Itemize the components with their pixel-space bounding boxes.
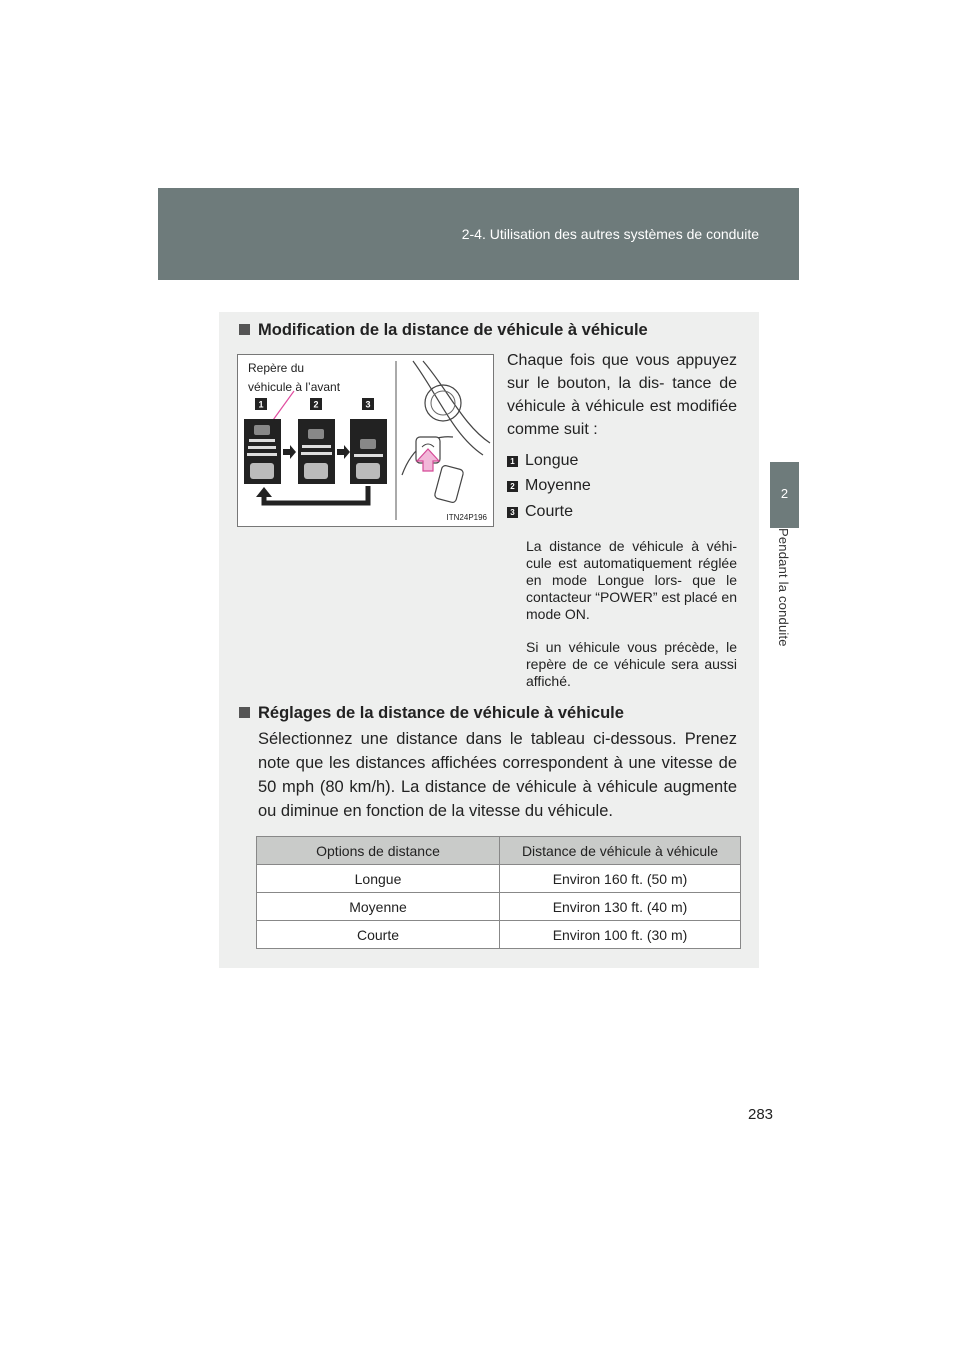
option-short: 3 Courte	[507, 502, 573, 522]
figure-code: ITN24P196	[446, 513, 487, 522]
figure-badge-3: 3	[365, 399, 371, 410]
option-medium: 2 Moyenne	[507, 476, 591, 496]
table-cell: Environ 160 ft. (50 m)	[500, 865, 741, 893]
number-2-icon: 2	[507, 481, 518, 492]
table-cell: Moyenne	[257, 893, 500, 921]
display-short-icon	[350, 419, 387, 484]
page-number: 283	[748, 1106, 774, 1123]
square-bullet-icon	[239, 324, 250, 335]
section-heading-settings: Réglages de la distance de véhicule à véhicule	[239, 704, 624, 723]
display-medium-icon	[298, 419, 335, 484]
table-header-cell: Distance de véhicule à véhicule	[500, 837, 741, 865]
display-long-icon	[244, 419, 281, 484]
option-long: 1 Longue	[507, 451, 578, 471]
table-row	[257, 921, 741, 949]
table-header-cell: Options de distance	[257, 837, 500, 865]
distance-table	[256, 836, 741, 949]
chapter-title: 2-4. Utilisation des autres systèmes de conduite	[461, 226, 759, 242]
table-header-row	[257, 837, 741, 865]
figure-callout-label: Repère du véhicule à l’avant	[248, 361, 341, 394]
table-cell: Courte	[257, 921, 500, 949]
table-row	[257, 865, 741, 893]
number-3-icon: 3	[507, 507, 518, 518]
chapter-header	[158, 188, 799, 280]
number-1-icon: 1	[507, 456, 518, 467]
square-bullet-icon	[239, 707, 250, 718]
section1-intro: Chaque fois que vous appuyez sur le bouton, la dis- tance de véhicule à véhicule est modifiée comme suit :	[507, 352, 737, 438]
chapter-tab	[770, 462, 799, 528]
section2-body: Sélectionnez une distance dans le tableau ci-dessous. Prenez note que les distances affichées correspondent à une vitesse de 50 mph (80 km/h). La distance de véhicule à véhicule augmente ou diminue en fonction de la vitesse du véhicule.	[258, 730, 737, 820]
table-row	[257, 893, 741, 921]
note-preceding-vehicle: Si un véhicule vous précède, le repère de ce véhicule sera aussi affiché.	[526, 639, 737, 689]
distance-switch-figure	[237, 354, 494, 527]
section-heading-modification: Modification de la distance de véhicule à véhicule	[239, 321, 648, 340]
chapter-tab-label: Pendant la conduite	[776, 528, 791, 647]
table-cell: Environ 130 ft. (40 m)	[500, 893, 741, 921]
chapter-tab-number: 2	[780, 486, 789, 501]
note-default-mode: La distance de véhicule à véhi- cule est automatiquement réglée en mode Longue lors- que le contacteur “POWER” est placé en mode ON.	[526, 538, 737, 622]
figure-illustration	[238, 355, 493, 526]
table-cell: Longue	[257, 865, 500, 893]
figure-badge-1: 1	[258, 399, 264, 410]
figure-badge-2: 2	[313, 399, 319, 410]
table-cell: Environ 100 ft. (30 m)	[500, 921, 741, 949]
